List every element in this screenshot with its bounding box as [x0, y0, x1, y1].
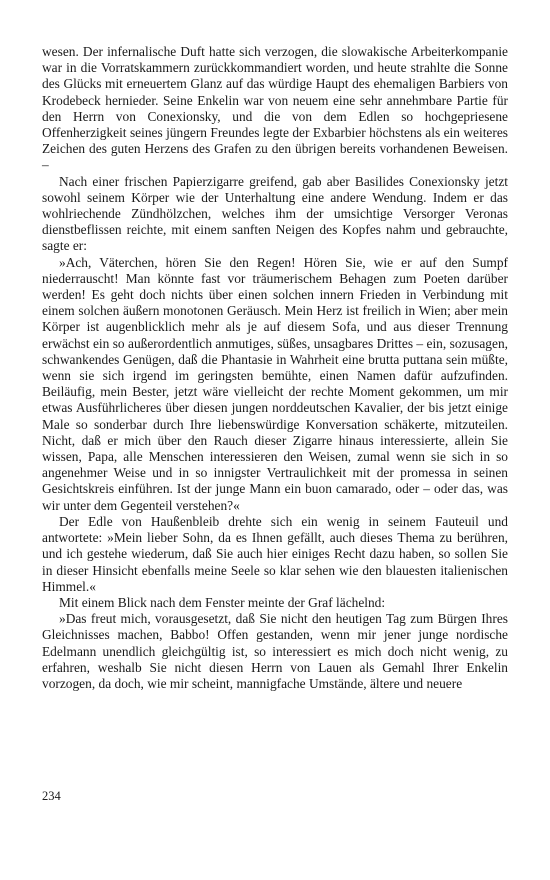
paragraph: Nach einer frischen Papierzigarre greifend, gab aber Basilides Conexionsky jetzt sowohl seinem Körper wie der Unterhaltung eine andere Wendung. Indem er das wohlriechende Zündhölzchen, welches ihm der umsichtige Versorger Veronas dienstbeflissen reichte, mit einem sanften Neigen des Kopfes nahm und gebrauchte, sagte er:	[42, 173, 508, 254]
paragraph: Mit einem Blick nach dem Fenster meinte der Graf lächelnd:	[59, 594, 386, 610]
paragraph: »Ach, Väterchen, hören Sie den Regen! Hören Sie, wie er auf den Sumpf niederrauscht! Man könnte fast vor träumerischem Behagen zum Poeten darüber werden! Es geht doch nichts über einen solchen innern Frieden in Verbindung mit einem solchen äußern monotonen Geräusch. Mein Herz ist freilich in Wien; aber mein Körper ist augenblicklich mehr als je auf diesem Sofa, und aus dieser Trennung erwächst ein so außerordentlich anmutiges, süßes, unsagbares Drittes – ein, sozusagen, schwankendes Genügen, daß die Phantasie in Wahrheit eine brutta puttana sein müßte, wenn sie sich irgend im geringsten bemühte, einen Namen dafür aufzufinden. Beiläufig, mein Bester, jetzt wäre vielleicht der rechte Moment gekommen, um mir etwas Ausführlicheres über diesen jungen norddeutschen Kavalier, der bis jetzt einige Male so sonderbar durch Ihre liebenswürdige Konversation schäkerte, mitzuteilen. Nicht, daß er mich über den Rauch dieser Zigarre hinaus interessierte, allein Sie wissen, Papa, alle Menschen interessieren den Weisen, zumal wenn sie sich in so angenehmer Weise und in so innigster Vertraulichkeit mit der promessa in seinen Gesichtskreis einführen. Ist der junge Mann ein buon camarado, oder – oder das, was wir unter dem Gegenteil verstehen?«	[42, 254, 508, 513]
page-body	[42, 44, 508, 692]
page-number: 234	[42, 789, 61, 803]
paragraph-continuation: wesen. Der infernalische Duft hatte sich verzogen, die slowakische Arbeiterkompanie war in die Vorratskammern zurückkommandiert worden, und heute strahlte die Sonne des Glücks mit erneuertem Glanz auf das würdige Haupt des ehemaligen Barbiers von Krodebeck hernieder. Seine Enkelin war von neuem eine sehr annehmbare Partie für den Herrn von Conexionsky, und die von dem Edlen so hochgepriesene Offenherzigkeit seines jüngern Freundes legte der Exbarbier höchstens als ein weiteres Zeichen des guten Herzens des Grafen zu den übrigen bereits vorhandenen Beweisen. –	[42, 44, 508, 173]
paragraph: »Das freut mich, vorausgesetzt, daß Sie nicht den heutigen Tag zum Bürgen Ihres Gleichnisses machen, Babbo! Offen gestanden, wenn mir jener junge nordische Edelmann unendlich gleichgültig ist, so interessiert es mich doch nicht wenig, zu erfahren, weshalb Sie nicht diesen Herrn von Lauen als Gemahl Ihrer Enkelin vorzogen, da doch, wie mir scheint, mannigfache Umstände, ältere und neuere	[42, 611, 508, 691]
paragraph: Der Edle von Haußenbleib drehte sich ein wenig in seinem Fauteuil und antwortete: »Mein lieber Sohn, da es Ihnen gefällt, auch dieses Thema zu berühren, und ich gestehe wiederum, daß Sie auch hier einiges Recht dazu haben, so sollen Sie in dieser Hinsicht ebenfalls meine Seele so klar sehen wie den blauesten italienischen Himmel.«	[42, 513, 508, 594]
